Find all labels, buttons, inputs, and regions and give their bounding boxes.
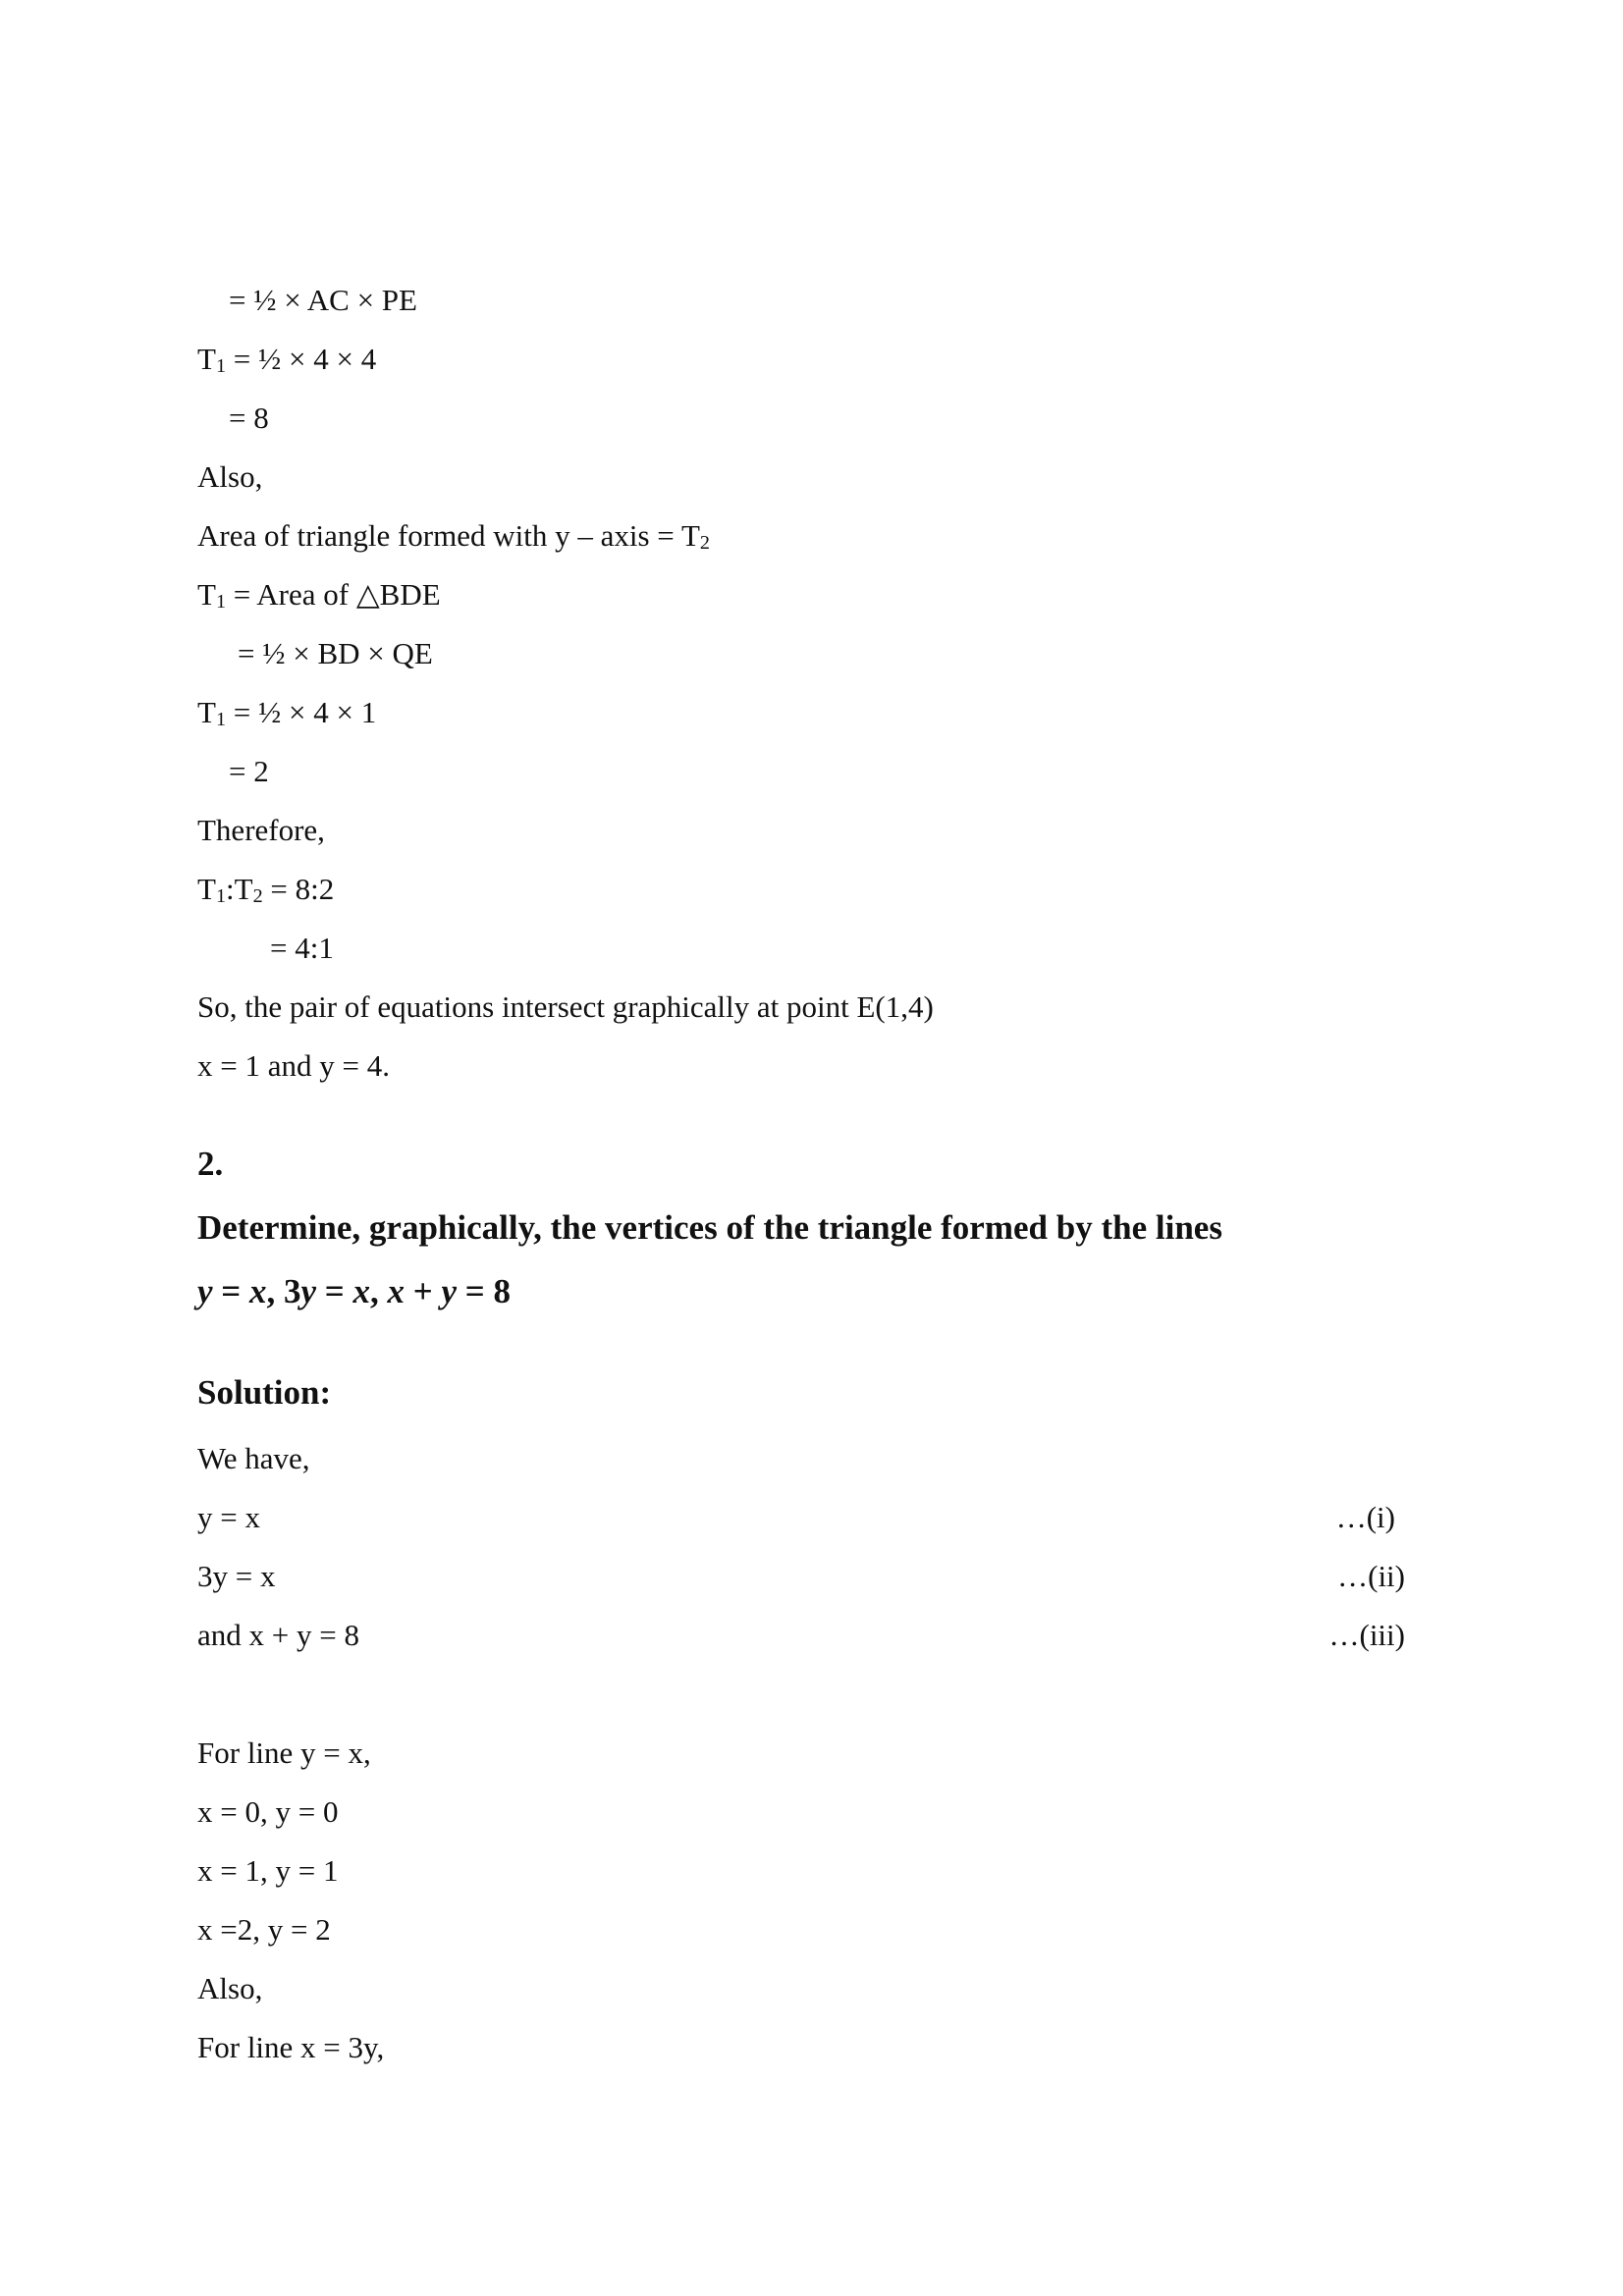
text-line: = 4:1	[270, 931, 334, 965]
equation-row	[197, 1557, 1405, 1596]
text-line: $T_1:T_2$ = 8:2	[197, 872, 335, 908]
question-title: Determine, graphically, the vertices of the triangle formed by the lines	[197, 1208, 1222, 1247]
equation-row	[197, 1616, 1405, 1655]
text-line: So, the pair of equations intersect graphically at point E(1,4)	[197, 989, 934, 1024]
list-item: x = 0, y = 0	[197, 1794, 339, 1829]
text-line: Also,	[197, 459, 263, 494]
text-line: = 2	[229, 754, 269, 788]
text-line: Therefore,	[197, 813, 325, 847]
text-line: x = 1 and y = 4.	[197, 1048, 390, 1083]
text-line: For line x = 3y,	[197, 2030, 385, 2064]
equation-tag: …(iii)	[1328, 1618, 1405, 1652]
equation-row	[197, 1498, 1405, 1537]
equation: 3y = x	[197, 1559, 276, 1593]
equation-tag: …(ii)	[1337, 1559, 1405, 1593]
text-line: $T_1$ = ½ × 4 × 4	[197, 342, 377, 378]
solution-heading: Solution:	[197, 1373, 332, 1412]
equation-tag: …(i)	[1335, 1500, 1395, 1534]
question-number: 2.	[197, 1145, 224, 1183]
equation: and x + y = 8	[197, 1618, 359, 1652]
text-line: We have,	[197, 1441, 310, 1475]
text-line: = ½ × AC × PE	[229, 283, 417, 317]
list-item: x =2, y = 2	[197, 1912, 331, 1947]
list-item: x = 1, y = 1	[197, 1853, 339, 1888]
text-line: $T_1$ = ½ × 4 × 1	[197, 695, 377, 731]
text-line: Also,	[197, 1971, 263, 2005]
text-line: $T_1$ = Area of △BDE	[197, 577, 441, 614]
text-line: = 8	[229, 400, 269, 435]
question-equations: y = x, 3y = x, x + y = 8	[197, 1272, 511, 1310]
text-line: Area of triangle formed with y – axis = $T_2$	[197, 518, 710, 555]
text-line: For line y = x,	[197, 1735, 371, 1770]
equation: y = x	[197, 1500, 260, 1534]
text-line: = ½ × BD × QE	[238, 636, 433, 670]
